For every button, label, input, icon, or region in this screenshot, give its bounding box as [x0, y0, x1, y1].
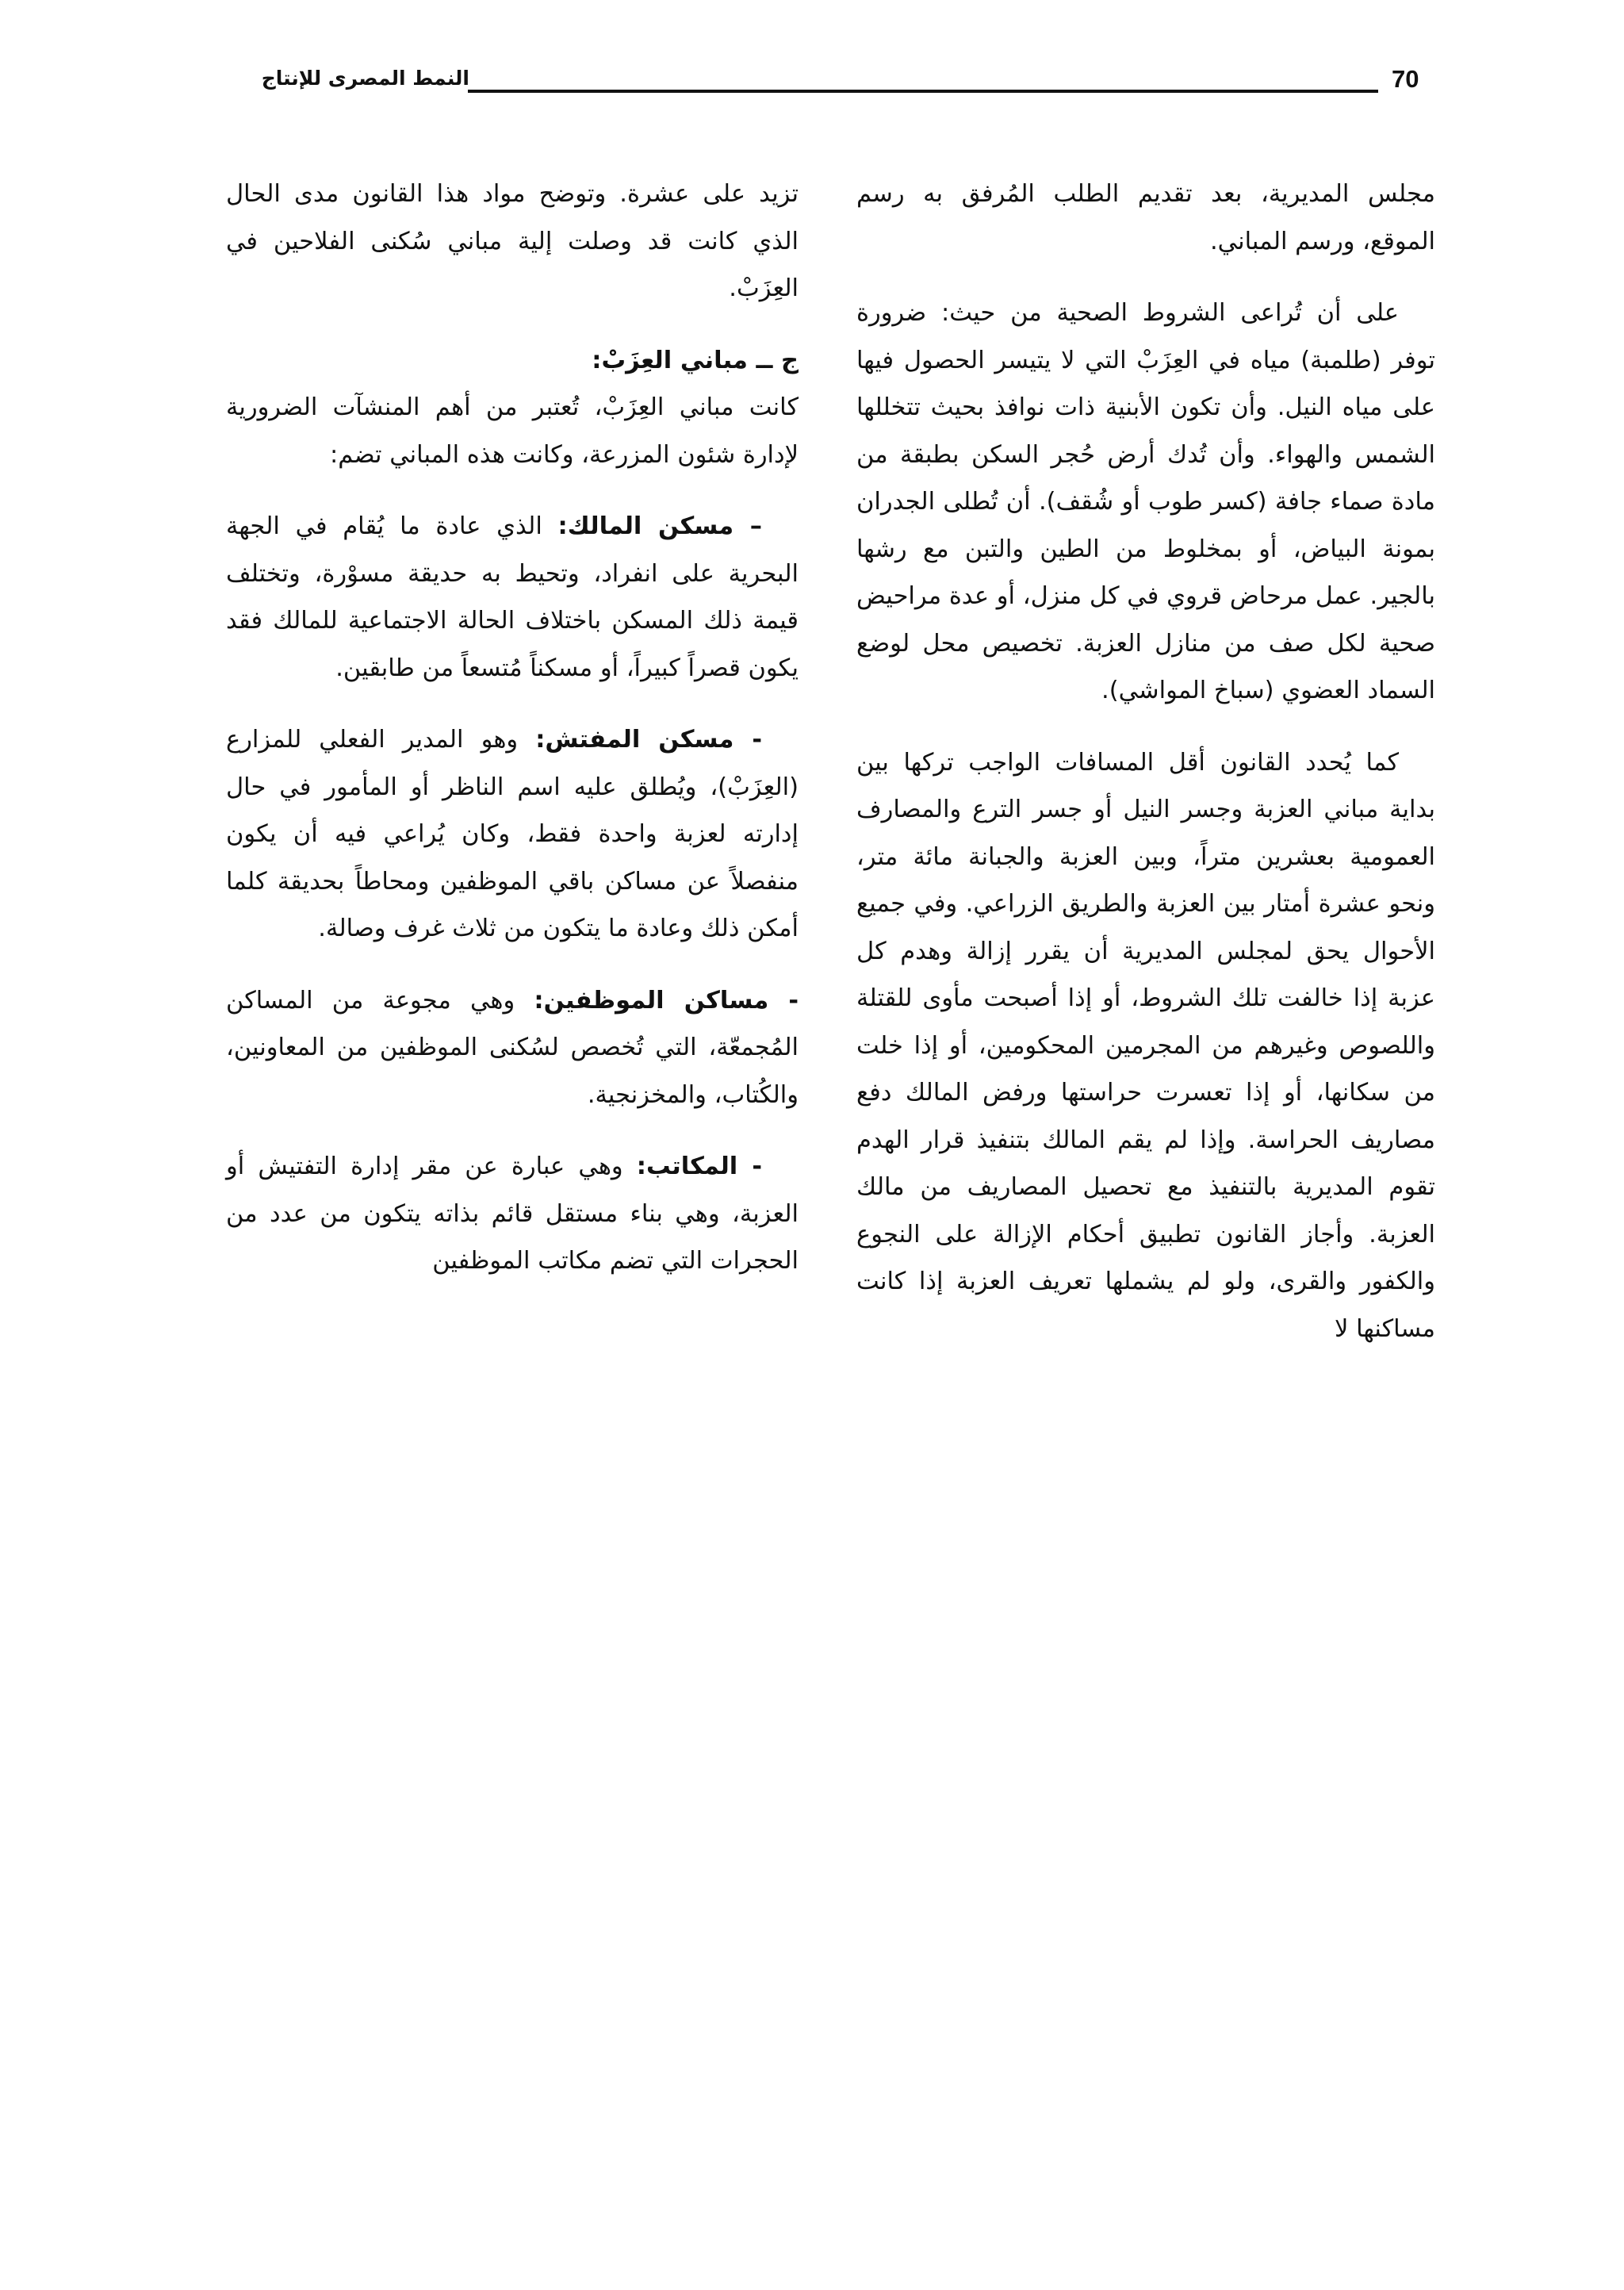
header-rule	[468, 90, 1378, 93]
item-lead: – مسكن المالك:	[557, 512, 762, 540]
left-column	[226, 171, 799, 1285]
running-title: النمط المصرى للإنتاج	[261, 67, 469, 90]
item-text: وهي عبارة عن مقر إدارة التفتيش أو العزبة، وهي بناء مستقل قائم بذاته يتكون من عدد من الحجرات التي تضم مكاتب الموظفين	[226, 1153, 799, 1275]
paragraph	[226, 716, 799, 953]
paragraph	[226, 503, 799, 692]
paragraph: كما يُحدد القانون أقل المسافات الواجب تركها بين بداية مباني العزبة وجسر النيل أو جسر الترع والمصارف العمومية بعشرين متراً، وبين العزبة والجبانة مائة متر، ونحو عشرة أمتار بين العزبة والطريق الزراعي. وفي جميع الأحوال يحق لمجلس المديرية أن يقرر إزالة وهدم كل عزبة إذا خالفت تلك الشروط، أو إذا أصبحت مأوى للقتلة واللصوص وغيرهم من المجرمين المحكومين، أو إذا خلت من سكانها، أو إذا تعسرت حراستها ورفض المالك دفع مصاريف الحراسة. وإذا لم يقم المالك بتنفيذ قرار الهدم تقوم المديرية بالتنفيذ مع تحصيل المصاريف من مالك العزبة. وأجاز القانون تطبيق أحكام الإزالة على النجوع والكفور والقرى، ولو لم يشملها تعريف العزبة إذا كانت مساكنها لا	[856, 748, 1435, 1343]
paragraph: مجلس المديرية، بعد تقديم الطلب المُرفق به رسم الموقع، ورسم المباني.	[856, 180, 1435, 255]
right-column	[856, 171, 1435, 1352]
paragraph: على أن تُراعى الشروط الصحية من حيث: ضرورة توفر (طلمبة) مياه في العِزَبْ التي لا يتيسر الحصول فيها على مياه النيل. وأن تكون الأبنية ذات نوافذ بحيث تتخللها الشمس والهواء. وأن تُدك أرض حُجر السكن بطبقة من مادة صماء جافة (كسر طوب أو شُقف). أن تُطلى الجدران بمونة البياض، أو بمخلوط من الطين والتبن مع رشها بالجير. عمل مرحاض قروي في كل منزل، أو عدة مراحيض صحية لكل صف من منازل العزبة. تخصيص محل لوضع السماد العضوي (سباخ المواشي).	[856, 299, 1435, 704]
paragraph: تزيد على عشرة. وتوضح مواد هذا القانون مدى الحال الذي كانت قد وصلت إلية مباني سُكنى الفلاحين في العِزَبْ.	[226, 180, 799, 302]
item-lead: - مساكن الموظفين:	[534, 986, 799, 1015]
page-number: 70	[1392, 65, 1419, 93]
section-heading: ج ــ مباني العِزَبْ:	[592, 346, 799, 374]
paragraph	[226, 1143, 799, 1285]
item-text: الذي عادة ما يُقام في الجهة البحرية على انفراد، وتحيط به حديقة مسوْرة، وتختلف قيمة ذلك المسكن باختلاف الحالة الاجتماعية للمالك فقد يكون قصراً كبيراً، أو مسكناً مُتسعاً من طابقين.	[226, 512, 799, 682]
paragraph: كانت مباني العِزَبْ، تُعتبر من أهم المنشآت الضرورية لإدارة شئون المزرعة، وكانت هذه المباني تضم:	[226, 393, 799, 469]
item-lead: - المكاتب:	[636, 1153, 762, 1180]
item-lead: - مسكن المفتش:	[535, 726, 762, 754]
item-text: وهو المدير الفعلي للمزارع (العِزَبْ)، ويُطلق عليه اسم الناظر أو المأمور في حال إدارته لعزبة واحدة فقط، وكان يُراعي فيه أن يكون منفصلاً عن مساكن باقي الموظفين ومحاطاً بحديقة كلما أمكن ذلك وعادة ما يتكون من ثلاث غرف وصالة.	[226, 726, 799, 942]
item-text: وهي مجوعة من المساكن المُجمعّة، التي تُخصص لسُكنى الموظفين من المعاونين، والكُتاب، والمخزنجية.	[226, 986, 799, 1109]
paragraph	[226, 977, 799, 1119]
